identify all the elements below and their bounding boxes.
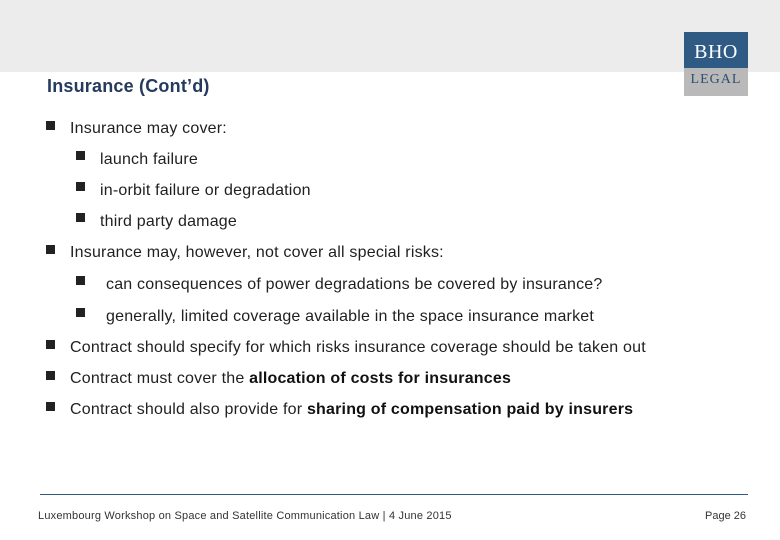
- bullet-square-icon: [46, 340, 55, 349]
- bullet-text-emphasis: sharing of compensation paid by insurers: [306, 401, 634, 418]
- bullet-text-prefix: Contract should also provide for: [70, 401, 307, 418]
- sub-bullet-square-icon: [76, 151, 85, 160]
- logo-top-text: BHO: [684, 32, 748, 68]
- bullet-square-icon: [46, 121, 55, 130]
- page-number: Page 26: [705, 510, 746, 522]
- header-band: [0, 0, 780, 72]
- sub-bullet-square-icon: [76, 182, 85, 191]
- slide-title: Insurance (Cont’d): [47, 76, 210, 96]
- sub-bullet-text: third party damage: [100, 213, 238, 230]
- bho-legal-logo: [684, 32, 748, 96]
- bullet-text-prefix: Contract must cover the: [70, 370, 250, 387]
- sub-bullet-text: launch failure: [100, 151, 198, 168]
- bullet-square-icon: [46, 402, 55, 411]
- sub-bullet-square-icon: [76, 213, 85, 222]
- bullet-square-icon: [46, 371, 55, 380]
- bullet-text: [70, 401, 633, 419]
- sub-bullet-text: in-orbit failure or degradation: [100, 182, 311, 199]
- bullet-text: Contract should specify for which risks insurance coverage should be taken out: [70, 339, 646, 356]
- bullet-text: Insurance may, however, not cover all special risks:: [70, 244, 444, 261]
- bullet-text: Insurance may cover:: [70, 120, 227, 137]
- sub-bullet-text: can consequences of power degradations be covered by insurance?: [106, 276, 603, 293]
- bullet-text-emphasis: allocation of costs for insurances: [249, 370, 512, 387]
- bullet-square-icon: [46, 245, 55, 254]
- footer-event-text: Luxembourg Workshop on Space and Satellite Communication Law | 4 June 2015: [38, 510, 452, 522]
- sub-bullet-text: generally, limited coverage available in the space insurance market: [106, 308, 595, 325]
- sub-bullet-square-icon: [76, 308, 85, 317]
- sub-bullet-square-icon: [76, 276, 85, 285]
- bullet-text: [70, 370, 511, 388]
- logo-bottom-text: LEGAL: [684, 68, 748, 96]
- footer-divider: [40, 494, 748, 495]
